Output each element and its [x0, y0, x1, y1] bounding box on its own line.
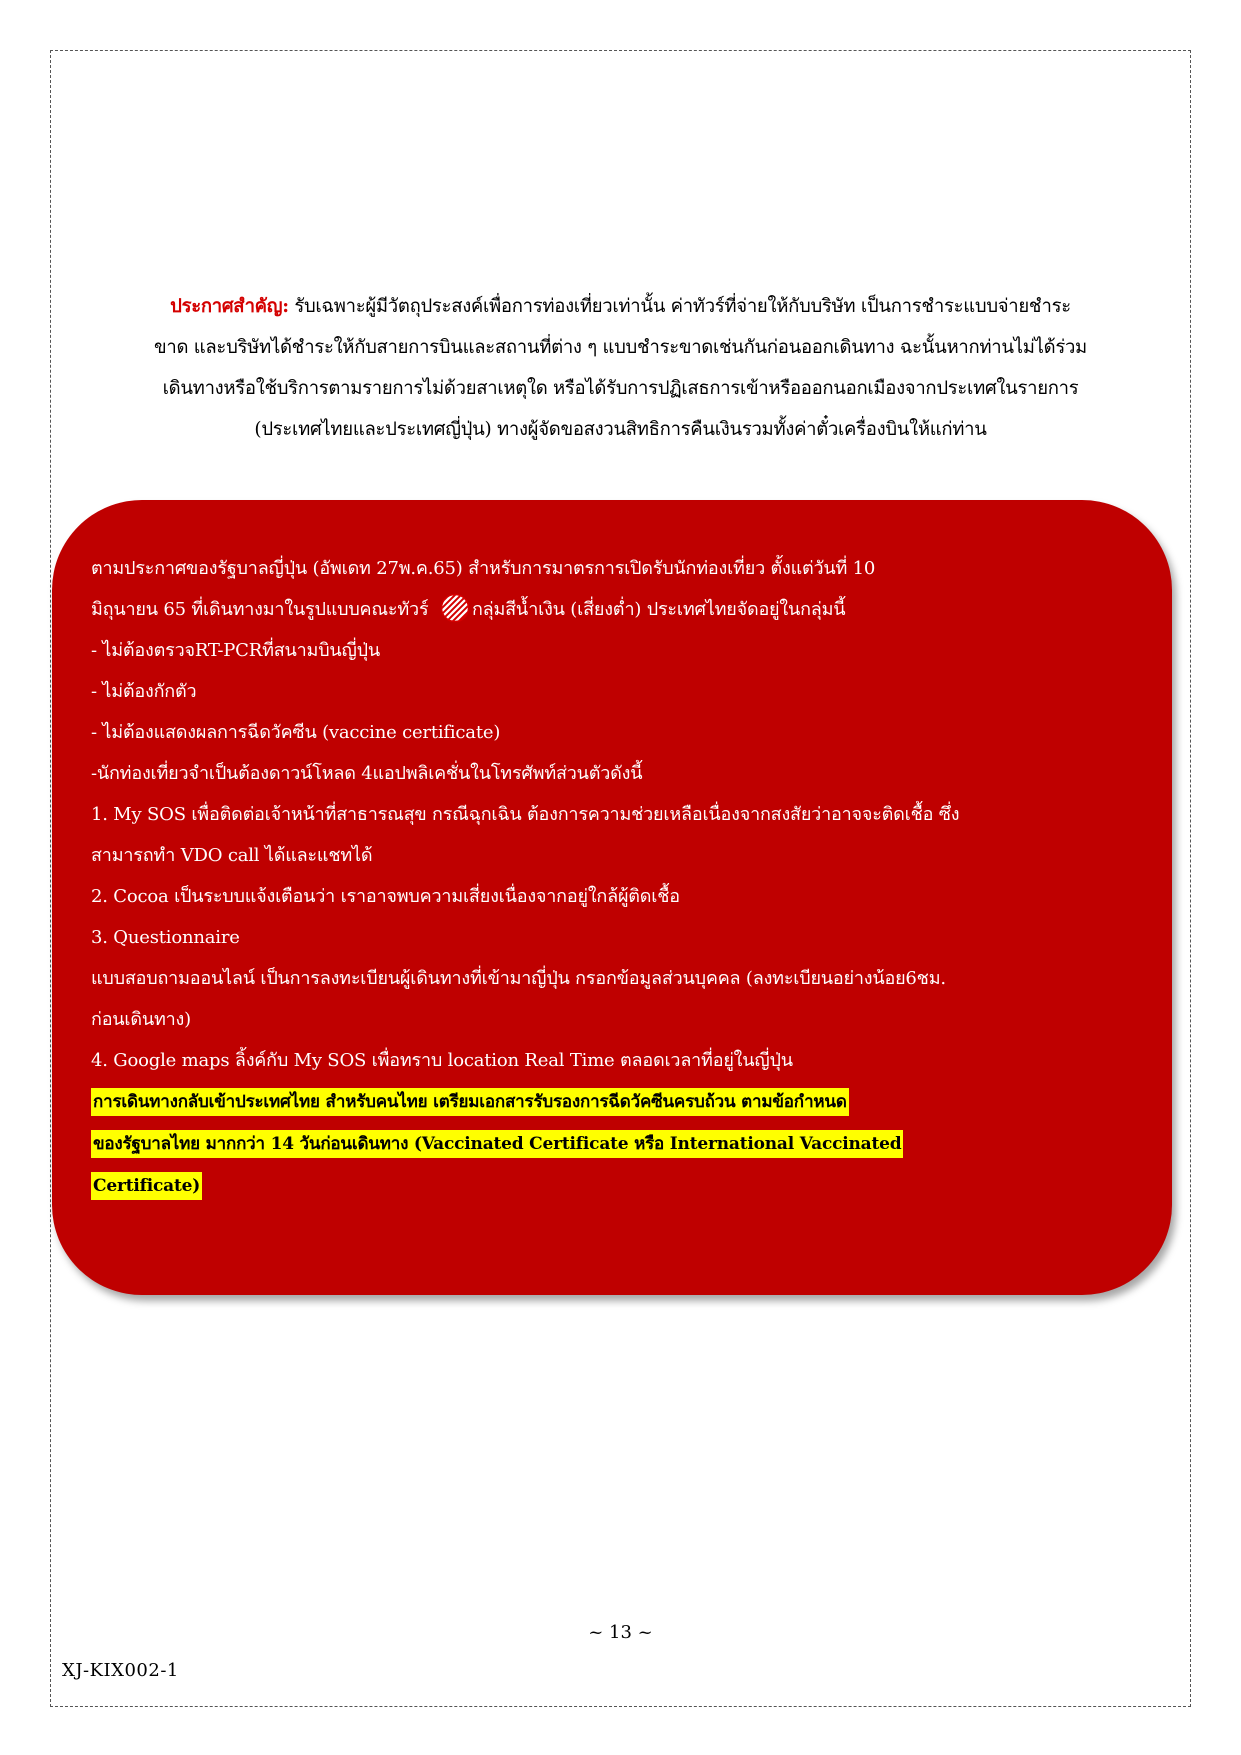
- page-number: ~ 13 ~: [588, 1622, 653, 1643]
- bullet-no-quarantine: - ไม่ต้องกักตัว: [91, 681, 197, 702]
- app-questionnaire-desc: แบบสอบถามออนไลน์ เป็นการลงทะเบียนผู้เดินทางที่เข้ามาญี่ปุ่น กรอกข้อมูลส่วนบุคคล (ลงทะเบียนอย่างน้อย6ชม.: [91, 968, 946, 989]
- notice-line-3: เดินทางหรือใช้บริการตามรายการไม่ด้วยสาเหตุใด หรือได้รับการปฏิเสธการเข้าหรือออกนอกเมืองจากประเทศในรายการ: [162, 378, 1079, 399]
- announcement-box: [52, 500, 1172, 1295]
- intro-line-1: ตามประกาศของรัฐบาลญี่ปุ่น (อัพเดท 27พ.ค.65) สำหรับการมาตรการเปิดรับนักท่องเที่ยว ตั้งแต่วันที่ 10: [91, 558, 876, 579]
- important-notice: [70, 286, 1171, 450]
- app-cocoa: 2. Cocoa เป็นระบบแจ้งเตือนว่า เราอาจพบความเสี่ยงเนื่องจากอยู่ใกล้ผู้ติดเชื้อ: [91, 886, 680, 907]
- notice-line-2: ขาด และบริษัทได้ชำระให้กับสายการบินและสถานที่ต่าง ๆ แบบชำระขาดเช่นกันก่อนออกเดินทาง ฉะนั้นหากท่านไม่ได้ร่วม: [154, 337, 1087, 358]
- highlight-line-1: [91, 1081, 1141, 1123]
- app-questionnaire-desc-cont: ก่อนเดินทาง): [91, 1009, 191, 1030]
- app-questionnaire: 3. Questionnaire: [91, 927, 240, 948]
- app-my-sos: 1. My SOS เพื่อติดต่อเจ้าหน้าที่สาธารณสุข กรณีฉุกเฉิน ต้องการความช่วยเหลือเนื่องจากสงสัยว่าอาจจะติดเชื้อ ซึ่ง: [91, 804, 960, 825]
- app-google-maps: 4. Google maps ลิ้งค์กับ My SOS เพื่อทราบ location Real Time ตลอดเวลาที่อยู่ในญี่ปุ่น: [91, 1050, 793, 1071]
- bullet-no-vaccine-cert: - ไม่ต้องแสดงผลการฉีดวัคซีน (vaccine certificate): [91, 722, 501, 743]
- bullet-download-apps: -นักท่องเที่ยวจำเป็นต้องดาวน์โหลด 4แอปพลิเคชั่นในโทรศัพท์ส่วนตัวดังนี้: [91, 763, 643, 784]
- document-code: XJ-KIX002-1: [62, 1660, 179, 1681]
- highlight-line-2: [91, 1123, 1141, 1165]
- notice-line-1: [70, 286, 1171, 327]
- announcement-content: [91, 548, 1141, 1207]
- intro-line-2: [91, 589, 1141, 630]
- intro-line-2-end: กลุ่มสีน้ำเงิน (เสี่ยงต่ำ) ประเทศไทยจัดอยู่ในกลุ่มนี้: [471, 599, 846, 620]
- highlight-line-3: [91, 1165, 1141, 1207]
- return-to-thailand-notice: [91, 1081, 1141, 1207]
- notice-text: รับเฉพาะผู้มีวัตถุประสงค์เพื่อการท่องเที่ยวเท่านั้น ค่าทัวร์ที่จ่ายให้กับบริษัท เป็นการชำระแบบจ่ายชำระ: [288, 296, 1071, 317]
- hatched-circle-icon: [440, 593, 470, 623]
- highlight-text-1: การเดินทางกลับเข้าประเทศไทย สำหรับคนไทย เตรียมเอกสารรับรองการฉีดวัคซีนครบถ้วน ตามข้อกำหนด: [91, 1088, 849, 1116]
- notice-label: ประกาศสำคัญ:: [170, 296, 289, 317]
- notice-line-4: (ประเทศไทยและประเทศญี่ปุ่น) ทางผู้จัดขอสงวนสิทธิการคืนเงินรวมทั้งค่าตั๋วเครื่องบินให้แก่ท่าน: [254, 419, 987, 440]
- highlight-text-3: Certificate): [91, 1172, 202, 1200]
- highlight-text-2: ของรัฐบาลไทย มากกว่า 14 วันก่อนเดินทาง (Vaccinated Certificate หรือ International Vaccinated: [91, 1130, 903, 1158]
- bullet-no-rtpcr: - ไม่ต้องตรวจRT-PCRที่สนามบินญี่ปุ่น: [91, 640, 380, 661]
- app-my-sos-cont: สามารถทำ VDO call ได้และแชทได้: [91, 845, 373, 866]
- intro-line-2-start: มิถุนายน 65 ที่เดินทางมาในรูปแบบคณะทัวร์: [91, 599, 434, 620]
